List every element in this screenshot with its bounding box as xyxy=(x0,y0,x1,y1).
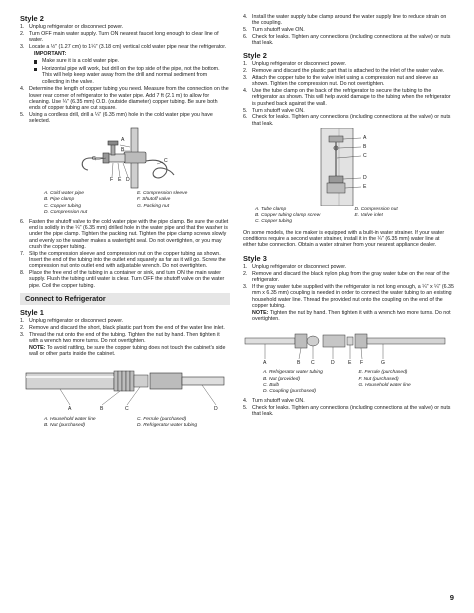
step-item: 4. Install the water supply tube clamp around the water supply line to reduce strain on the coupling. xyxy=(243,14,447,27)
step-item: 1. Unplug refrigerator or disconnect power. xyxy=(243,264,347,271)
coupling-figure xyxy=(243,324,454,370)
fig3-label-c: C xyxy=(311,360,315,367)
step-item: 8. Place the free end of the tubing in a container or sink, and turn ON the main water supply. Flush the tubing until water is clear. Turn OFF the shutoff valve on the water pipe. Coil the copper tubing. xyxy=(20,270,225,289)
style2-steps-b xyxy=(20,86,230,124)
step-item: 3. If the gray water tube supplied with the refrigerator is not long enough, a ¼" x ¼" (6.35 mm x 6.35 mm) coupling is needed in order to connect the water tubing to an existing household water line. Thread the provided nut onto the coupling on the end of the copper tubing. xyxy=(243,284,454,309)
fig3-legend: A. Refrigerator water tubing E. Ferrule (purchased) B. Nut (provided) F. Nut (purchased) C. Bulb G. Household water line D. Coupling (purchased) xyxy=(263,370,411,394)
fig1-label-e: E xyxy=(118,177,122,184)
fig3-label-e: E xyxy=(348,360,352,367)
fig1-legend: A. Cold water pipe E. Compression sleeve B. Pipe clamp F. Shutoff valve C. Copper tubing G. Packing nut D. Compression nut xyxy=(44,191,188,215)
style1-label-a: A xyxy=(68,406,72,413)
fig3-label-a: A xyxy=(263,360,267,367)
style3-note: NOTE: Tighten the nut by hand. Then tighten it with a wrench two more turns. Do not overtighten. xyxy=(252,309,451,323)
water-strainer-note: On some models, the ice maker is equipped with a built-in water strainer. If your water conditions require a second water strainer, install it in the ¼" (6.35 mm) water line at either tube connection. Obtain a water strainer from your nearest appliance dealer. xyxy=(243,229,445,249)
shutoff-valve-illustration xyxy=(20,125,230,191)
style1-steps xyxy=(20,318,230,344)
step-item: 3. Attach the copper tube to the valve inlet using a compression nut and sleeve as shown. Tighten the compression nut. Do not overtighten. xyxy=(243,75,439,88)
style1-label-c: C xyxy=(125,406,129,413)
style1-legend: A. Household water line C. Ferrule (purchased) B. Nut (purchased) D. Refrigerator water tubing xyxy=(44,417,198,429)
shutoff-valve-figure xyxy=(20,125,230,191)
style1-label-d: D xyxy=(214,406,218,413)
valve-inlet-illustration xyxy=(243,128,454,206)
step-item: 7. Slip the compression sleeve and compression nut on the copper tubing as shown. Insert the end of the tubing into the outlet end squarely as far as it will go. Screw the compression nut onto outlet end with adjustable wrench. Do not overtighten. xyxy=(20,250,226,270)
valve-inlet-figure xyxy=(243,128,454,206)
fig2-label-a: A xyxy=(363,134,367,141)
fig2-label-e: E xyxy=(363,183,367,190)
important-bullets xyxy=(20,58,230,85)
connect-to-refrigerator-banner: Connect to Refrigerator xyxy=(20,293,230,305)
style2-steps-a xyxy=(20,24,230,50)
fig1-label-a: A xyxy=(121,137,125,144)
fig3-label-b: B xyxy=(297,360,301,367)
step-item: 2. Remove and discard the short, black plastic part from the end of the water line inlet. xyxy=(20,324,225,331)
style1-note: NOTE: To avoid rattling, be sure the copper tubing does not touch the cabinet's side wall or other parts inside the cabinet. xyxy=(29,344,226,357)
step-item: 5. Using a cordless drill, drill a ¼" (6.35 mm) hole in the cold water pipe you have selected. xyxy=(20,112,213,125)
fig1-label-b: B xyxy=(121,147,125,154)
step-item: 3. Locate a ½" (1.27 cm) to 1¼" (3.18 cm) vertical cold water pipe near the refrigerator. xyxy=(20,43,227,50)
step-item: 4. Determine the length of copper tubing you need. Measure from the connection on the lower rear corner of refrigerator to the water pipe. Add 7 ft (2.1 m) to allow for cleaning. Use ¼" (6.35 mm) O.D. (outside diameter) copper tubing. Be sure both ends of copper tubing are cut square. xyxy=(20,86,229,112)
page-number: 9 xyxy=(449,593,454,602)
step-item: 2. Remove and discard the plastic part that is attached to the inlet of the water valve. xyxy=(243,68,445,75)
left-column xyxy=(20,14,230,430)
step-item: 5. Turn shutoff valve ON. xyxy=(243,107,305,114)
fig3-label-g: G xyxy=(381,360,385,367)
style3-heading: Style 3 xyxy=(243,254,267,264)
right-style2-steps xyxy=(243,61,454,126)
fig2-label-d: D xyxy=(363,174,367,181)
bullet-item: Horizontal pipe will work, but drill on the top side of the pipe, not the bottom. This will help keep water away from the drill and normal sediment from collecting in the valve. xyxy=(20,66,230,85)
step-item: 2. Turn OFF main water supply. Turn ON nearest faucet long enough to clear line of water. xyxy=(20,30,219,44)
step-item: 5. Turn shutoff valve ON. xyxy=(243,27,305,34)
step-item: 6. Fasten the shutoff valve to the cold water pipe with the pipe clamp. Be sure the outlet end is solidly in the ¼" (6.35 mm) drilled hole in the water pipe and that the washer is under the pipe clamp. Tighten the packing nut. Tighten the pipe clamp screws slowly and evenly so the washer makes a watertight seal. Do not overtighten, or you may crush the copper tubing. xyxy=(20,218,229,250)
fig1-label-f: F xyxy=(110,177,114,184)
style3-steps-after xyxy=(243,398,454,417)
right-column xyxy=(243,14,454,418)
step-item: 6. Check for leaks. Tighten any connections (including connections at the valve) or nuts that leak. xyxy=(243,114,451,127)
step-item: 1. Unplug refrigerator or disconnect power. xyxy=(20,24,124,30)
step-item: 1. Unplug refrigerator or disconnect power. xyxy=(243,61,347,68)
fig3-label-d: D xyxy=(331,360,335,367)
step-item: 3. Thread the nut onto the end of the tubing. Tighten the nut by hand. Then tighten it with a wrench two more turns. Do not overtighten. xyxy=(20,331,220,344)
style1-continued-steps xyxy=(243,14,454,46)
bullet-item: Make sure it is a cold water pipe. xyxy=(20,58,230,64)
style2-steps-c xyxy=(20,219,230,289)
step-item: 5. Check for leaks. Tighten any connections (including connections at the valve) or nuts that leak. xyxy=(243,404,451,418)
step-item: 6. Check for leaks. Tighten any connections (including connections at the valve) or nuts that leak. xyxy=(243,33,451,47)
style1-heading: Style 1 xyxy=(20,307,44,317)
step-item: 4. Use the tube clamp on the back of the refrigerator to secure the tubing to the refrigerator as shown. This will help avoid damage to the tubing when the refrigerator is pushed back against the wall. xyxy=(243,88,451,107)
step-item: 2. Remove and discard the black nylon plug from the gray water tube on the rear of the refrigerator. xyxy=(243,271,450,284)
fig1-label-d: D xyxy=(126,177,130,184)
fig2-legend: A. Tube clamp D. Compression nut B. Copper tubing clamp screw E. Valve inlet C. Copper tubing xyxy=(255,206,398,225)
style1-connection-figure xyxy=(20,359,230,417)
fig2-label-b: B xyxy=(363,143,367,150)
step-item: 4. Turn shutoff valve ON. xyxy=(243,398,305,405)
right-style2-heading: Style 2 xyxy=(243,51,267,61)
style2-heading: Style 2 xyxy=(20,14,44,23)
fig1-label-c: C xyxy=(164,158,168,165)
style1-label-b: B xyxy=(100,406,104,413)
step-item: 1. Unplug refrigerator or disconnect power. xyxy=(20,317,124,324)
fig3-label-f: F xyxy=(360,360,364,367)
fig1-label-g: G xyxy=(92,156,96,163)
important-label: IMPORTANT: xyxy=(34,51,67,58)
fig2-label-c: C xyxy=(363,152,367,159)
style3-steps xyxy=(243,264,454,309)
